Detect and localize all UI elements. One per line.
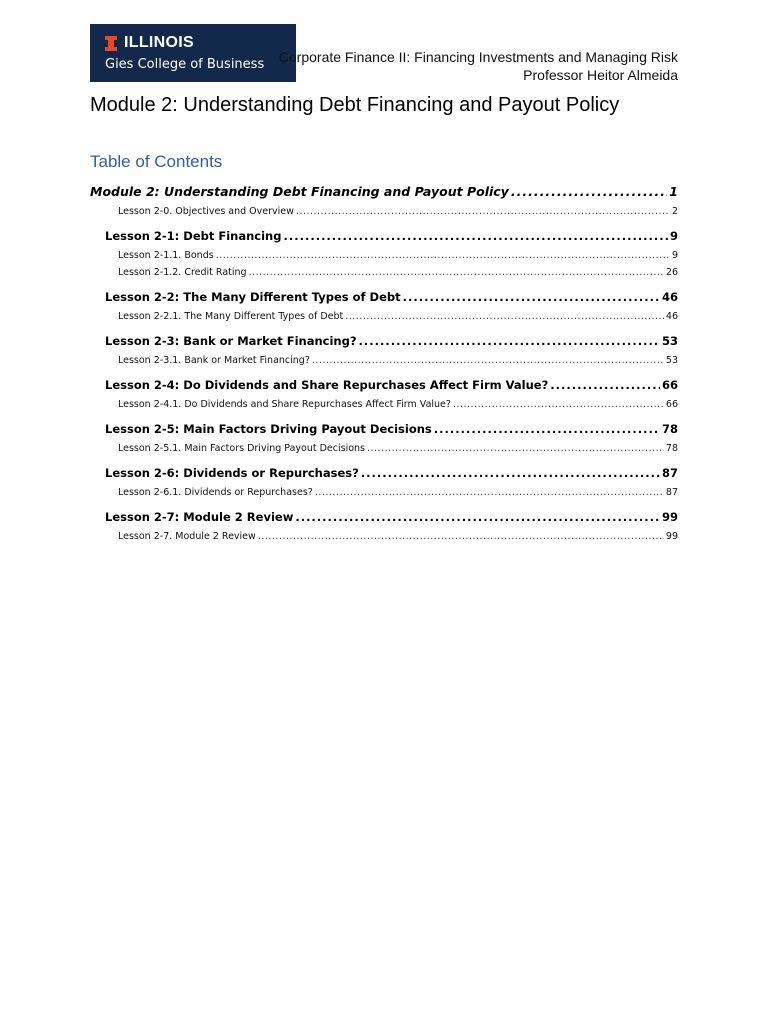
toc-entry-label: Lesson 2-5.1. Main Factors Driving Payout Decisions bbox=[118, 443, 365, 454]
toc-entry-sub[interactable] bbox=[90, 206, 678, 220]
toc-heading: Table of Contents bbox=[90, 152, 223, 171]
toc-entry-label: Lesson 2-1.2. Credit Rating bbox=[118, 267, 247, 278]
toc-dot-leader bbox=[453, 399, 664, 410]
professor-name: Professor Heitor Almeida bbox=[523, 67, 678, 83]
toc-entry-page-number: 46 bbox=[665, 311, 678, 322]
logo-college-text: Gies College of Business bbox=[105, 57, 265, 72]
toc-dot-leader bbox=[295, 510, 660, 524]
toc-entry-sub[interactable] bbox=[90, 487, 678, 501]
toc-dot-leader bbox=[511, 184, 667, 199]
toc-entry-page-number: 78 bbox=[665, 443, 678, 454]
toc-dot-leader bbox=[345, 311, 664, 322]
toc-entry-lesson[interactable] bbox=[90, 466, 678, 483]
toc-entry-label: Lesson 2-3.1. Bank or Market Financing? bbox=[118, 355, 310, 366]
toc-entry-page-number: 66 bbox=[665, 399, 678, 410]
block-i-icon bbox=[105, 36, 117, 51]
toc-entry-sub[interactable] bbox=[90, 443, 678, 457]
toc-entry-page-number: 78 bbox=[661, 422, 678, 436]
toc-entry-module[interactable] bbox=[90, 184, 678, 202]
toc-entry-label: Lesson 2-1.1. Bonds bbox=[118, 250, 214, 261]
toc-dot-leader bbox=[361, 466, 660, 480]
table-of-contents bbox=[90, 184, 678, 545]
toc-entry-label: Lesson 2-4: Do Dividends and Share Repurchases Affect Firm Value? bbox=[105, 378, 549, 392]
toc-entry-sub[interactable] bbox=[90, 399, 678, 413]
toc-entry-page-number: 1 bbox=[669, 184, 678, 199]
toc-entry-lesson[interactable] bbox=[90, 422, 678, 439]
course-title: Corporate Finance II: Financing Investments and Managing Risk bbox=[278, 49, 678, 65]
toc-entry-page-number: 87 bbox=[661, 466, 678, 480]
toc-entry-page-number: 66 bbox=[661, 378, 678, 392]
toc-dot-leader bbox=[296, 206, 670, 217]
toc-entry-page-number: 26 bbox=[665, 267, 678, 278]
toc-entry-lesson[interactable] bbox=[90, 229, 678, 246]
toc-entry-lesson[interactable] bbox=[90, 378, 678, 395]
toc-entry-page-number: 87 bbox=[665, 487, 678, 498]
toc-entry-label: Lesson 2-7: Module 2 Review bbox=[105, 510, 294, 524]
toc-dot-leader bbox=[434, 422, 660, 436]
toc-dot-leader bbox=[216, 250, 670, 261]
toc-entry-label: Lesson 2-6: Dividends or Repurchases? bbox=[105, 466, 359, 480]
toc-entry-label: Lesson 2-1: Debt Financing bbox=[105, 229, 282, 243]
toc-dot-leader bbox=[403, 290, 660, 304]
toc-entry-label: Lesson 2-3: Bank or Market Financing? bbox=[105, 334, 357, 348]
toc-entry-page-number: 99 bbox=[661, 510, 678, 524]
toc-entry-label: Module 2: Understanding Debt Financing and Payout Policy bbox=[90, 184, 509, 199]
toc-dot-leader bbox=[359, 334, 660, 348]
toc-dot-leader bbox=[258, 531, 664, 542]
toc-entry-label: Lesson 2-2.1. The Many Different Types of Debt bbox=[118, 311, 344, 322]
toc-entry-lesson[interactable] bbox=[90, 510, 678, 527]
toc-entry-page-number: 99 bbox=[665, 531, 678, 542]
logo-brand-text: ILLINOIS bbox=[124, 34, 194, 51]
toc-entry-sub[interactable] bbox=[90, 267, 678, 281]
toc-entry-page-number: 53 bbox=[665, 355, 678, 366]
toc-entry-label: Lesson 2-4.1. Do Dividends and Share Repurchases Affect Firm Value? bbox=[118, 399, 451, 410]
toc-entry-page-number: 2 bbox=[671, 206, 678, 217]
toc-entry-label: Lesson 2-2: The Many Different Types of Debt bbox=[105, 290, 401, 304]
toc-entry-sub[interactable] bbox=[90, 311, 678, 325]
toc-entry-label: Lesson 2-0. Objectives and Overview bbox=[118, 206, 294, 217]
running-header bbox=[279, 48, 678, 84]
toc-entry-page-number: 9 bbox=[671, 250, 678, 261]
toc-entry-page-number: 46 bbox=[661, 290, 678, 304]
toc-entry-label: Lesson 2-5: Main Factors Driving Payout Decisions bbox=[105, 422, 432, 436]
toc-dot-leader bbox=[249, 267, 664, 278]
toc-dot-leader bbox=[283, 229, 668, 243]
toc-dot-leader bbox=[312, 355, 664, 366]
toc-entry-sub[interactable] bbox=[90, 531, 678, 545]
illinois-gies-logo bbox=[90, 24, 296, 82]
toc-entry-page-number: 9 bbox=[669, 229, 678, 243]
logo-top-row bbox=[105, 33, 296, 53]
document-title: Module 2: Understanding Debt Financing and Payout Policy bbox=[90, 94, 620, 116]
toc-dot-leader bbox=[550, 378, 660, 392]
toc-dot-leader bbox=[367, 443, 664, 454]
toc-entry-sub[interactable] bbox=[90, 250, 678, 264]
toc-dot-leader bbox=[315, 487, 664, 498]
toc-entry-page-number: 53 bbox=[661, 334, 678, 348]
toc-entry-sub[interactable] bbox=[90, 355, 678, 369]
toc-entry-label: Lesson 2-7. Module 2 Review bbox=[118, 531, 256, 542]
toc-entry-label: Lesson 2-6.1. Dividends or Repurchases? bbox=[118, 487, 313, 498]
toc-entry-lesson[interactable] bbox=[90, 334, 678, 351]
toc-entry-lesson[interactable] bbox=[90, 290, 678, 307]
